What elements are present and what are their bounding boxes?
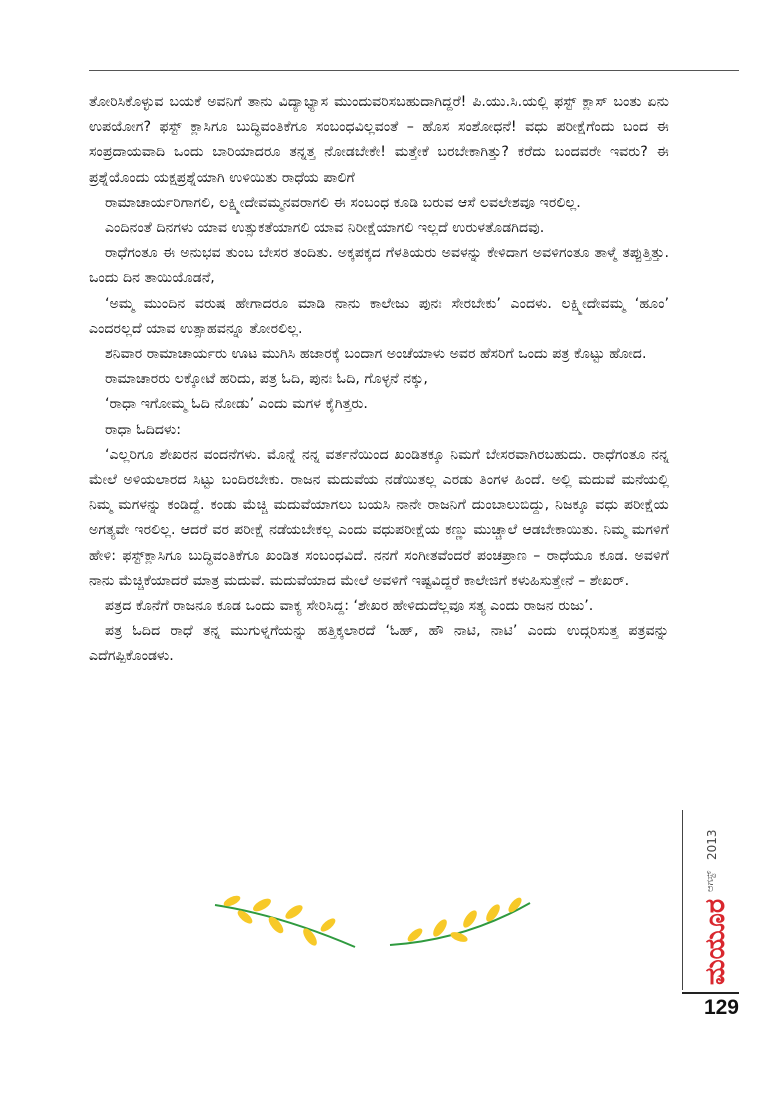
paragraph-5: ‘ಅಮ್ಮ ಮುಂದಿನ ವರುಷ ಹೇಗಾದರೂ ಮಾಡಿ ನಾನು ಕಾಲೇಜು ಪುನಃ ಸೇರಬೇಕು’ ಎಂದಳು. ಲಕ್ಷ್ಮೀದೇವಮ್ಮ ‘ಹೂಂ’ ಎಂದರಲ್ಲದೆ ಯಾವ ಉತ್ಸಾಹವನ್ನೂ ತೋರಲಿಲ್ಲ. (89, 295, 669, 337)
paragraph-12: ಪತ್ರ ಓದಿದ ರಾಧೆ ತನ್ನ ಮುಗುಳ್ನಗೆಯನ್ನು ಹತ್ತಿಕ್ಕಲಾರದೆ ‘ಓಹ್, ಹೌ ನಾಟಿ, ನಾಟಿ’ ಎಂದು ಉದ್ಗರಿಸುತ್ತ ಪತ್ರವನ್ನು ಎದೆಗಪ್ಪಿಕೊಂಡಳು. (89, 623, 670, 665)
issue-year: 2013 (705, 829, 719, 860)
magazine-name: ಮಯೂರ (700, 898, 731, 985)
issue-month: ಆಗಸ್ಟ್ (705, 870, 716, 892)
paragraph-10: ‘ಎಲ್ಲರಿಗೂ ಶೇಖರನ ವಂದನೆಗಳು. ಮೊನ್ನೆ ನನ್ನ ವರ್ತನೆಯಿಂದ ಖಂಡಿತಕ್ಕೂ ನಿಮಗೆ ಬೇಸರವಾಗಿರಬಹುದು. ರಾಧೆಗಂತೂ ನನ್ನ ಮೇಲೆ ಅಳಿಯಲಾರದ ಸಿಟ್ಟು ಬಂದಿರಬೇಕು. ರಾಜನ ಮದುವೆಯ ನಡೆಯಿತಲ್ಲ ಎರಡು ತಿಂಗಳ ಹಿಂದೆ. ಅಲ್ಲಿ ಮದುವೆ ಮನೆಯಲ್ಲಿ ನಿಮ್ಮ ಮಗಳನ್ನು ಕಂಡಿದ್ದೆ. ಕಂಡು ಮೆಚ್ಚಿ ಮದುವೆಯಾಗಲು ಬಯಸಿ ನಾನೇ ರಾಜನಿಗೆ ದುಂಬಾಲುಬಿದ್ದು, ನಿಜಕ್ಕೂ ವಧು ಪರೀಕ್ಷೆಯ ಅಗತ್ಯವೇ ಇರಲಿಲ್ಲ. ಆದರೆ ವರ ಪರೀಕ್ಷೆ ನಡೆಯಬೇಕಲ್ಲ ಎಂದು ವಧುಪರೀಕ್ಷೆಯ ಕಣ್ಣು ಮುಚ್ಚಾಲೆ ಆಡಬೇಕಾಯಿತು. ನಿಮ್ಮ ಮಗಳಿಗೆ ಹೇಳಿ: ಫಸ್ಟ್‌ಕ್ಲಾಸಿಗೂ ಬುದ್ಧಿವಂತಿಕೆಗೂ ಖಂಡಿತ ಸಂಬಂಧವಿದೆ. ನನಗೆ ಸಂಗೀತವೆಂದರೆ ಪಂಚಪ್ರಾಣ – ರಾಧೆಯೂ ಕೂಡ. ಅವಳಿಗೆ ನಾನು ಮೆಚ್ಚಿಕೆಯಾದರೆ ಮಾತ್ರ ಮದುವೆ. ಮದುವೆಯಾದ ಮೇಲೆ ಅವಳಿಗೆ ಇಷ್ಟವಿದ್ದರೆ ಕಾಲೇಜಿಗೆ ಕಳುಹಿಸುತ್ತೇನೆ – ಶೇಖರ್. (89, 446, 669, 589)
right-vine-ornament-icon (385, 895, 535, 955)
paragraph-11: ಪತ್ರದ ಕೊನೆಗೆ ರಾಜನೂ ಕೂಡ ಒಂದು ವಾಕ್ಯ ಸೇರಿಸಿದ್ದ: ‘ಶೇಖರ ಹೇಳಿದುದೆಲ್ಲವೂ ಸತ್ಯ ಎಂದು ರಾಜನ ರುಜು’. (105, 598, 594, 615)
paragraph-8: ‘ರಾಧಾ ಇಗೋಮ್ಮ ಓದಿ ನೋಡು’ ಎಂದು ಮಗಳ ಕೈಗಿತ್ತರು. (105, 396, 368, 413)
paragraph-9: ರಾಧಾ ಓದಿದಳು: (105, 421, 182, 438)
left-vine-ornament-icon (210, 895, 360, 955)
article-body (89, 90, 669, 670)
paragraph-3: ಎಂದಿನಂತೆ ದಿನಗಳು ಯಾವ ಉತ್ಸುಕತೆಯಾಗಲಿ ಯಾವ ನಿರೀಕ್ಷೆಯಾಗಲಿ ಇಲ್ಲದೆ ಉರುಳತೊಡಗಿದವು. (105, 220, 545, 237)
page-number: 129 (703, 996, 739, 1019)
header-rule (89, 70, 739, 71)
paragraph-7: ರಾಮಾಚಾರರು ಲಕ್ಕೋಟೆ ಹರಿದು, ಪತ್ರ ಓದಿ, ಪುನಃ ಓದಿ, ಗೊಳ್ಳನೆ ನಕ್ಕು, (105, 371, 428, 388)
magazine-masthead (691, 800, 741, 985)
footer-side-rule (682, 810, 683, 990)
paragraph-2: ರಾಮಾಚಾರ್ಯರಿಗಾಗಲಿ, ಲಕ್ಷ್ಮೀದೇವಮ್ಮನವರಾಗಲಿ ಈ ಸಂಬಂಧ ಕೂಡಿ ಬರುವ ಆಸೆ ಲವಲೇಶವೂ ಇರಲಿಲ್ಲ. (105, 194, 581, 211)
paragraph-1: ತೋರಿಸಿಕೊಳ್ಳುವ ಬಯಕೆ ಅವನಿಗೆ ತಾನು ವಿದ್ಯಾಭ್ಯಾಸ ಮುಂದುವರಿಸಬಹುದಾಗಿದ್ದರೆ! ಪಿ.ಯು.ಸಿ.ಯಲ್ಲಿ ಫಸ್ಟ್ ಕ್ಲಾಸ್ ಬಂತು ಏನು ಉಪಯೋಗ? ಫಸ್ಟ್ ಕ್ಲಾಸಿಗೂ ಬುದ್ಧಿವಂತಿಕೆಗೂ ಸಂಬಂಧವಿಲ್ಲವಂತೆ – ಹೊಸ ಸಂಶೋಧನೆ! ವಧು ಪರೀಕ್ಷೆಗೆಂದು ಬಂದ ಈ ಸಂಪ್ರದಾಯವಾದಿ ಒಂದು ಬಾರಿಯಾದರೂ ತನ್ನತ್ತ ನೋಡಬೇಕೇ! ಮತ್ತೇಕೆ ಬರಬೇಕಾಗಿತ್ತು? ಕರೆದು ಬಂದವರೇ ಇವರು? ಈ ಪ್ರಶ್ನೆಯೊಂದು ಯಕ್ಷಪ್ರಶ್ನೆಯಾಗಿ ಉಳಿಯಿತು ರಾಧೆಯ ಪಾಲಿಗೆ (89, 94, 669, 186)
page-number-rule (682, 992, 739, 994)
paragraph-6: ಶನಿವಾರ ರಾಮಾಚಾರ್ಯರು ಊಟ ಮುಗಿಸಿ ಹಜಾರಕ್ಕೆ ಬಂದಾಗ ಅಂಚೆಯಾಳು ಅವರ ಹೆಸರಿಗೆ ಒಂದು ಪತ್ರ ಕೊಟ್ಟು ಹೋದ. (105, 346, 647, 363)
paragraph-4: ರಾಧೆಗಂತೂ ಈ ಅನುಭವ ತುಂಬ ಬೇಸರ ತಂದಿತು. ಅಕ್ಕಪಕ್ಕದ ಗೆಳತಿಯರು ಅವಳನ್ನು ಕೇಳಿದಾಗ ಅವಳಿಗಂತೂ ತಾಳ್ಮೆ ತಪ್ಪುತ್ತಿತ್ತು. ಒಂದು ದಿನ ತಾಯಿಯೊಡನೆ, (89, 245, 669, 287)
